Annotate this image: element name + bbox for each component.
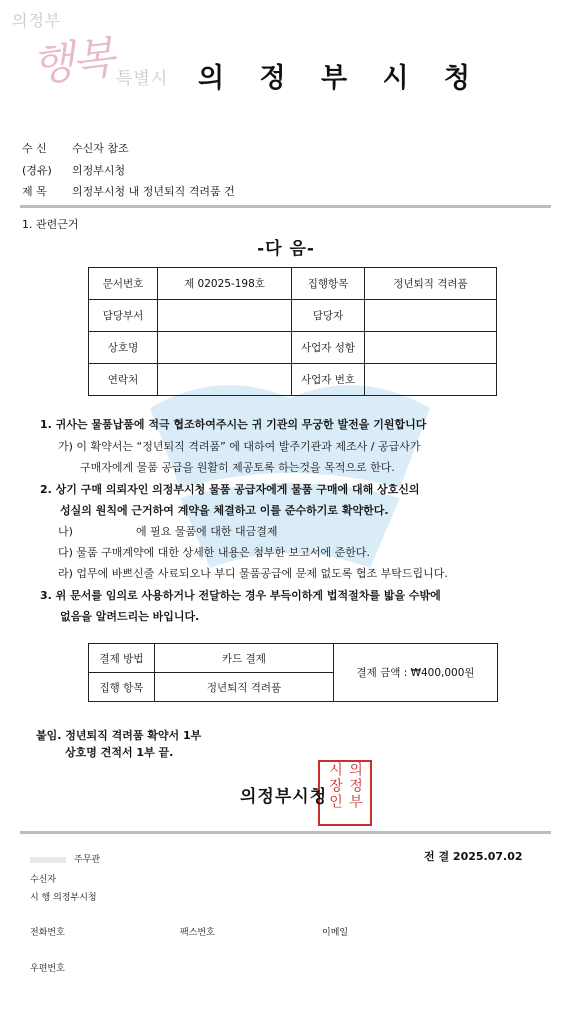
paragraph-2-line1: 2. 상기 구매 의뢰자인 의정부시청 물품 공급자에게 물품 구매에 대해 상호신의	[40, 483, 420, 496]
table-row	[89, 644, 498, 673]
payment-amount: 결제 금액 : ₩400,000원	[334, 644, 498, 702]
footer-role: 주무관	[74, 855, 101, 865]
cell-label: 담당자	[292, 300, 365, 332]
table-row	[89, 332, 497, 364]
paragraph-2c: 다) 물품 구매계약에 대한 상세한 내용은 첨부한 보고서에 준한다.	[58, 546, 371, 559]
cell-label: 집행항목	[292, 268, 365, 300]
meta-subject	[22, 183, 422, 197]
cell-value: 정년퇴직 격려품	[365, 268, 497, 300]
cell-value	[365, 332, 497, 364]
sender-name: 의정부시청	[240, 787, 328, 807]
cell-value	[158, 332, 292, 364]
meta-value: 수신자 참조	[72, 142, 129, 155]
cell-label: 집행 항목	[89, 673, 155, 702]
cell-value	[158, 364, 292, 396]
redacted-block	[30, 857, 66, 863]
attachment-line1: 붙임. 정년퇴직 격려품 확약서 1부	[36, 729, 202, 742]
paragraph-3-line1: 3. 위 문서를 임의로 사용하거나 전달하는 경우 부득이하게 법적절차를 밟을 수밖에	[40, 589, 441, 602]
footer-exec: 시 행 의정부시청	[30, 893, 97, 903]
header-divider	[20, 205, 551, 208]
footer-fax-label: 팩스번호	[180, 928, 215, 938]
cell-label: 연락처	[89, 364, 158, 396]
paragraph-1a-line1: 가) 이 확약서는 “정년퇴직 격려품” 에 대하여 발주기관과 제조사 / 공급사가	[58, 440, 421, 453]
attachment-line2: 상호명 견적서 1부 끝.	[65, 746, 174, 759]
paragraph-2d: 라) 업무에 바쁘신줄 사료되오나 부디 물품공급에 문제 없도록 협조 부탁드립니다.	[58, 567, 448, 580]
paragraph-2b-label: 나)	[58, 525, 73, 538]
cell-label: 상호명	[89, 332, 158, 364]
meta-value: 의정부시청	[72, 164, 126, 177]
meta-key: 제 목	[22, 185, 47, 198]
info-table	[88, 267, 497, 396]
cell-value	[158, 300, 292, 332]
cell-label: 문서번호	[89, 268, 158, 300]
meta-key: 수 신	[22, 142, 47, 155]
cell-value: 카드 결제	[155, 644, 334, 673]
meta-recipient	[22, 140, 422, 154]
cell-label: 사업자 성함	[292, 332, 365, 364]
footer-receiver: 수신자	[30, 875, 57, 885]
footer-approval-date: 전 결 2025.07.02	[424, 850, 523, 863]
cell-label: 결제 방법	[89, 644, 155, 673]
cell-label: 사업자 번호	[292, 364, 365, 396]
payment-table	[88, 643, 498, 702]
cell-value: 정년퇴직 격려품	[155, 673, 334, 702]
section-basis: 1. 관련근거	[22, 218, 79, 231]
cell-value: 제 02025-198호	[158, 268, 292, 300]
logo-city-name: 의정부	[12, 11, 62, 30]
table-row	[89, 300, 497, 332]
paragraph-2-line2: 성실의 원칙에 근거하여 계약을 체결하고 이를 준수하기로 확약한다.	[60, 504, 389, 517]
meta-key: (경유)	[22, 164, 52, 177]
cell-label: 담당부서	[89, 300, 158, 332]
paragraph-1: 1. 귀사는 물품납품에 적극 협조하여주시는 귀 기관의 무궁한 발전을 기원합니다	[40, 418, 427, 431]
table-row	[89, 268, 497, 300]
meta-via	[22, 162, 422, 176]
footer-email-label: 이메일	[322, 928, 349, 938]
meta-value: 의정부시청 내 정년퇴직 격려품 건	[72, 185, 235, 198]
paragraph-2b-text: 에 필요 물품에 대한 대금결제	[136, 525, 278, 538]
paragraph-3-line2: 없음을 알려드리는 바입니다.	[60, 610, 200, 623]
footer-phone-label: 전화번호	[30, 928, 65, 938]
table-row	[89, 364, 497, 396]
footer-divider	[20, 831, 551, 834]
notice-heading: -다 음-	[257, 239, 315, 259]
document-title: 의 정 부 시 청	[198, 63, 484, 94]
logo-slogan-sub: 특별시	[116, 69, 169, 89]
logo-slogan-script: 행복	[29, 32, 116, 92]
official-seal-icon: 의정부시장인	[318, 760, 372, 826]
cell-value	[365, 300, 497, 332]
cell-value	[365, 364, 497, 396]
paragraph-1a-line2: 구매자에게 물품 공급을 원활히 제공토록 하는것을 목적으로 한다.	[80, 461, 395, 474]
footer-postal-label: 우편번호	[30, 964, 65, 974]
